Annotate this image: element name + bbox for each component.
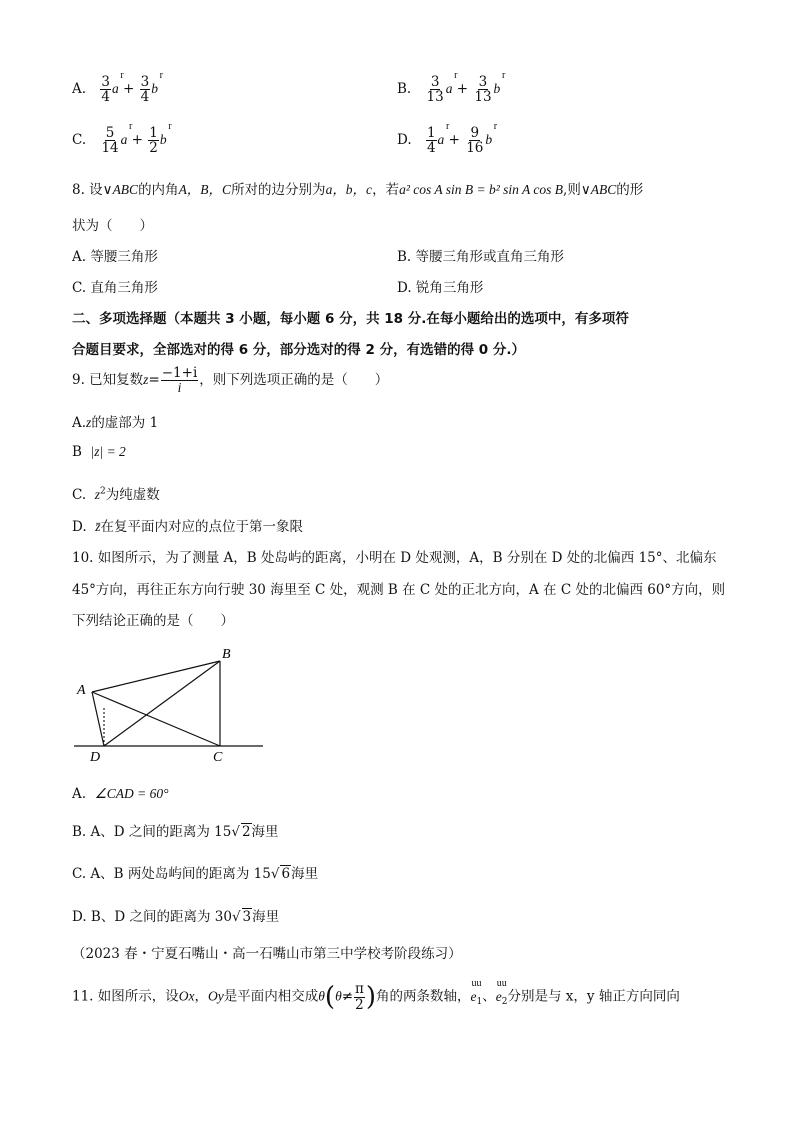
point-label-b: B bbox=[222, 647, 231, 662]
q10-figure bbox=[60, 640, 280, 770]
fraction: $\frac{1}{2}$ bbox=[149, 125, 158, 157]
q8-formula: a² cos A sin B = b² sin A cos B bbox=[399, 182, 564, 197]
section-heading-line1: 二、多项选择题（本题共 3 小题，每小题 6 分，共 18 分.在每小题给出的选项中，有多项符 bbox=[72, 311, 629, 327]
q11-stem: 11. 如图所示，设Ox，Oy是平面内相交成θ(θ≠ $\frac{\pi}{2}$ )角的两条数轴，e uu $_1$、e uu $_2$分别是与 x，y 轴正方向同向 bbox=[72, 977, 680, 1013]
q10-stem-line3: 下列结论正确的是（ ） bbox=[72, 613, 234, 629]
point-label-c: C bbox=[213, 750, 223, 765]
q8-option-d: D. 锐角三角形 bbox=[397, 280, 484, 296]
q9-option-c: C. $z^2$为纯虚数 bbox=[72, 486, 160, 503]
fraction: $\frac{3}{4}$ bbox=[140, 74, 150, 106]
fraction: $\frac{3}{13}$ bbox=[474, 74, 492, 106]
q9-option-a: A.z的虚部为 1 bbox=[72, 415, 159, 431]
q7-option-c: C. $\frac{5}{14}$ a r + $\frac{1}{2}$ b r bbox=[72, 121, 172, 157]
q10-option-a: A. ∠CAD = 60° bbox=[72, 786, 169, 802]
point-label-d: D bbox=[90, 750, 101, 765]
fraction: $\frac{3}{4}$ bbox=[101, 74, 110, 106]
segment-ac bbox=[92, 692, 220, 746]
q8-option-c: C. 直角三角形 bbox=[72, 280, 158, 296]
q8-stem-line2: 状为（ ） bbox=[72, 218, 153, 234]
q8-option-b: B. 等腰三角形或直角三角形 bbox=[397, 249, 565, 265]
q8-option-a: A. 等腰三角形 bbox=[72, 249, 158, 265]
fraction: $\frac{9}{16}$ bbox=[466, 125, 484, 157]
q10-stem-line1: 10. 如图所示，为了测量 A，B 处岛屿的距离，小明在 D 处观测，A，B 分别在 D 处的北偏西 15°、北偏东 bbox=[72, 550, 717, 566]
q10-option-c: C. A、B 两处岛屿间的距离为 15√ 6海里 bbox=[72, 866, 319, 882]
segment-ab bbox=[92, 661, 220, 692]
point-label-a: A bbox=[77, 683, 86, 698]
q8-stem-line1: 8. 设∨ABC的内角A，B，C所对的边分别为a，b，c，若a² cos A sin B = b² sin A cos B,则∨ABC的形 bbox=[72, 182, 644, 198]
q10-option-b: B. A、D 之间的距离为 15√ 2海里 bbox=[72, 824, 279, 840]
fraction: $\frac{1}{4}$ bbox=[426, 125, 436, 157]
q7-option-d: D. $\frac{1}{4}$ a r + $\frac{9}{16}$ b r bbox=[397, 121, 498, 157]
source-note: （2023 春・宁夏石嘴山・高一石嘴山市第三中学校考阶段练习） bbox=[72, 946, 462, 962]
q9-option-b: B |z| = 2 bbox=[72, 444, 126, 460]
fraction: $\frac{5}{14}$ bbox=[101, 125, 119, 157]
q9-option-d: D. z̄在复平面内对应的点位于第一象限 bbox=[72, 519, 303, 535]
q7-option-b: B. $\frac{3}{13}$ a r + $\frac{3}{13}$ b r bbox=[397, 70, 506, 106]
q9-stem: 9. 已知复数z= $\frac{-1+i}{i}$ ，则下列选项正确的是（ ） bbox=[72, 365, 389, 396]
section-heading-line2: 合题目要求，全部选对的得 6 分，部分选对的得 2 分，有选错的得 0 分.） bbox=[72, 342, 526, 358]
fraction: $\frac{\pi}{2}$ bbox=[355, 981, 364, 1013]
fraction: $\frac{-1+i}{i}$ bbox=[161, 365, 198, 396]
segment-db bbox=[104, 661, 220, 746]
q10-stem-line2: 45°方向，再往正东方向行驶 30 海里至 C 处，观测 B 在 C 处的正北方向，A 在 C 处的北偏西 60°方向，则 bbox=[72, 582, 726, 598]
q10-option-d: D. B、D 之间的距离为 30√ 3海里 bbox=[72, 909, 280, 925]
segment-ad bbox=[92, 692, 104, 746]
q7-option-a: A. $\frac{3}{4}$ a r + $\frac{3}{4}$ b r bbox=[72, 70, 163, 106]
fraction: $\frac{3}{13}$ bbox=[426, 74, 444, 106]
